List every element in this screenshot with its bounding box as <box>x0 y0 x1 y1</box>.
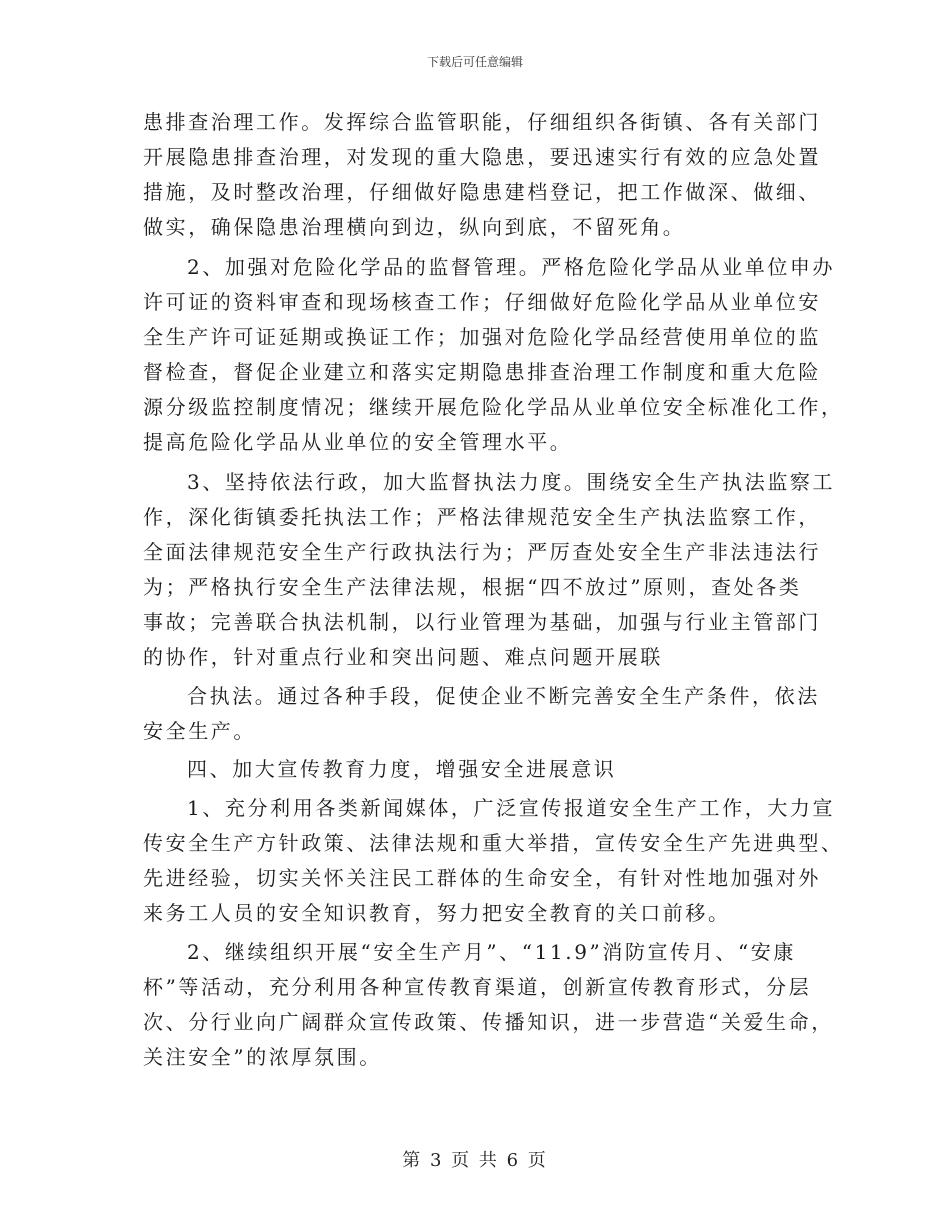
paragraph-line: 先进经验，切实关怀关注民工群体的生命安全，有针对性地加强对外 <box>143 866 821 890</box>
paragraph-line: 做实，确保隐患治理横向到边，纵向到底，不留死角。 <box>143 215 686 239</box>
paragraph-line: 措施，及时整改治理，仔细做好隐患建档登记，把工作做深、做细、 <box>143 180 821 204</box>
paragraph-line: 传安全生产方针政策、法律法规和重大举措，宣传安全生产先进典型、 <box>143 831 844 855</box>
paragraph-line: 3、坚持依法行政，加大监督执法力度。围绕安全生产执法监察工 <box>187 470 836 494</box>
paragraph-line: 作，深化街镇委托执法工作；严格法律规范安全生产执法监察工作， <box>143 505 821 529</box>
paragraph-line: 开展隐患排查治理，对发现的重大隐患，要迅速实行有效的应急处置 <box>143 145 821 169</box>
paragraph-line: 来务工人员的安全知识教育，努力把安全教育的关口前移。 <box>143 901 731 925</box>
page-header: 下载后可任意编辑 <box>426 55 523 69</box>
paragraph-line: 2、加强对危险化学品的监督管理。严格危险化学品从业单位申办 <box>187 255 836 279</box>
paragraph-line: 督检查，督促企业建立和落实定期隐患排查治理工作制度和重大危险 <box>143 360 821 384</box>
paragraph-line: 全生产许可证延期或换证工作；加强对危险化学品经营使用单位的监 <box>143 325 821 349</box>
section-heading: 四、加大宣传教育力度，增强安全进展意识 <box>187 757 617 781</box>
paragraph-line: 提高危险化学品从业单位的安全管理水平。 <box>143 430 573 454</box>
page-number: 第 3 页 共 6 页 <box>402 1150 548 1171</box>
paragraph-line: 2、继续组织开展“安全生产月”、“11.9”消防宣传月、“安康 <box>187 940 796 964</box>
paragraph-line: 次、分行业向广阔群众宣传政策、传播知识，进一步营造“关爱生命， <box>143 1010 834 1034</box>
paragraph-line: 全面法律规范安全生产行政执法行为；严厉查处安全生产非法违法行 <box>143 540 821 564</box>
paragraph-line: 事故；完善联合执法机制，以行业管理为基础，加强与行业主管部门 <box>143 610 821 634</box>
paragraph-line: 患排查治理工作。发挥综合监管职能，仔细组织各街镇、各有关部门 <box>143 110 821 134</box>
paragraph-line: 合执法。通过各种手段，促使企业不断完善安全生产条件，依法 <box>187 684 820 708</box>
paragraph-line: 为；严格执行安全生产法律法规，根据“四不放过”原则，查处各类 <box>143 575 802 599</box>
paragraph-line: 源分级监控制度情况；继续开展危险化学品从业单位安全标准化工作， <box>143 395 844 419</box>
paragraph-line: 安全生产。 <box>143 719 256 743</box>
paragraph-line: 许可证的资料审查和现场核查工作；仔细做好危险化学品从业单位安 <box>143 290 821 314</box>
paragraph-line: 1、充分利用各类新闻媒体，广泛宣传报道安全生产工作，大力宣 <box>187 796 836 820</box>
paragraph-line: 的协作，针对重点行业和突出问题、难点问题开展联 <box>143 645 663 669</box>
paragraph-line: 关注安全”的浓厚氛围。 <box>143 1045 382 1069</box>
paragraph-line: 杯”等活动，充分利用各种宣传教育渠道，创新宣传教育形式，分层 <box>143 975 812 999</box>
